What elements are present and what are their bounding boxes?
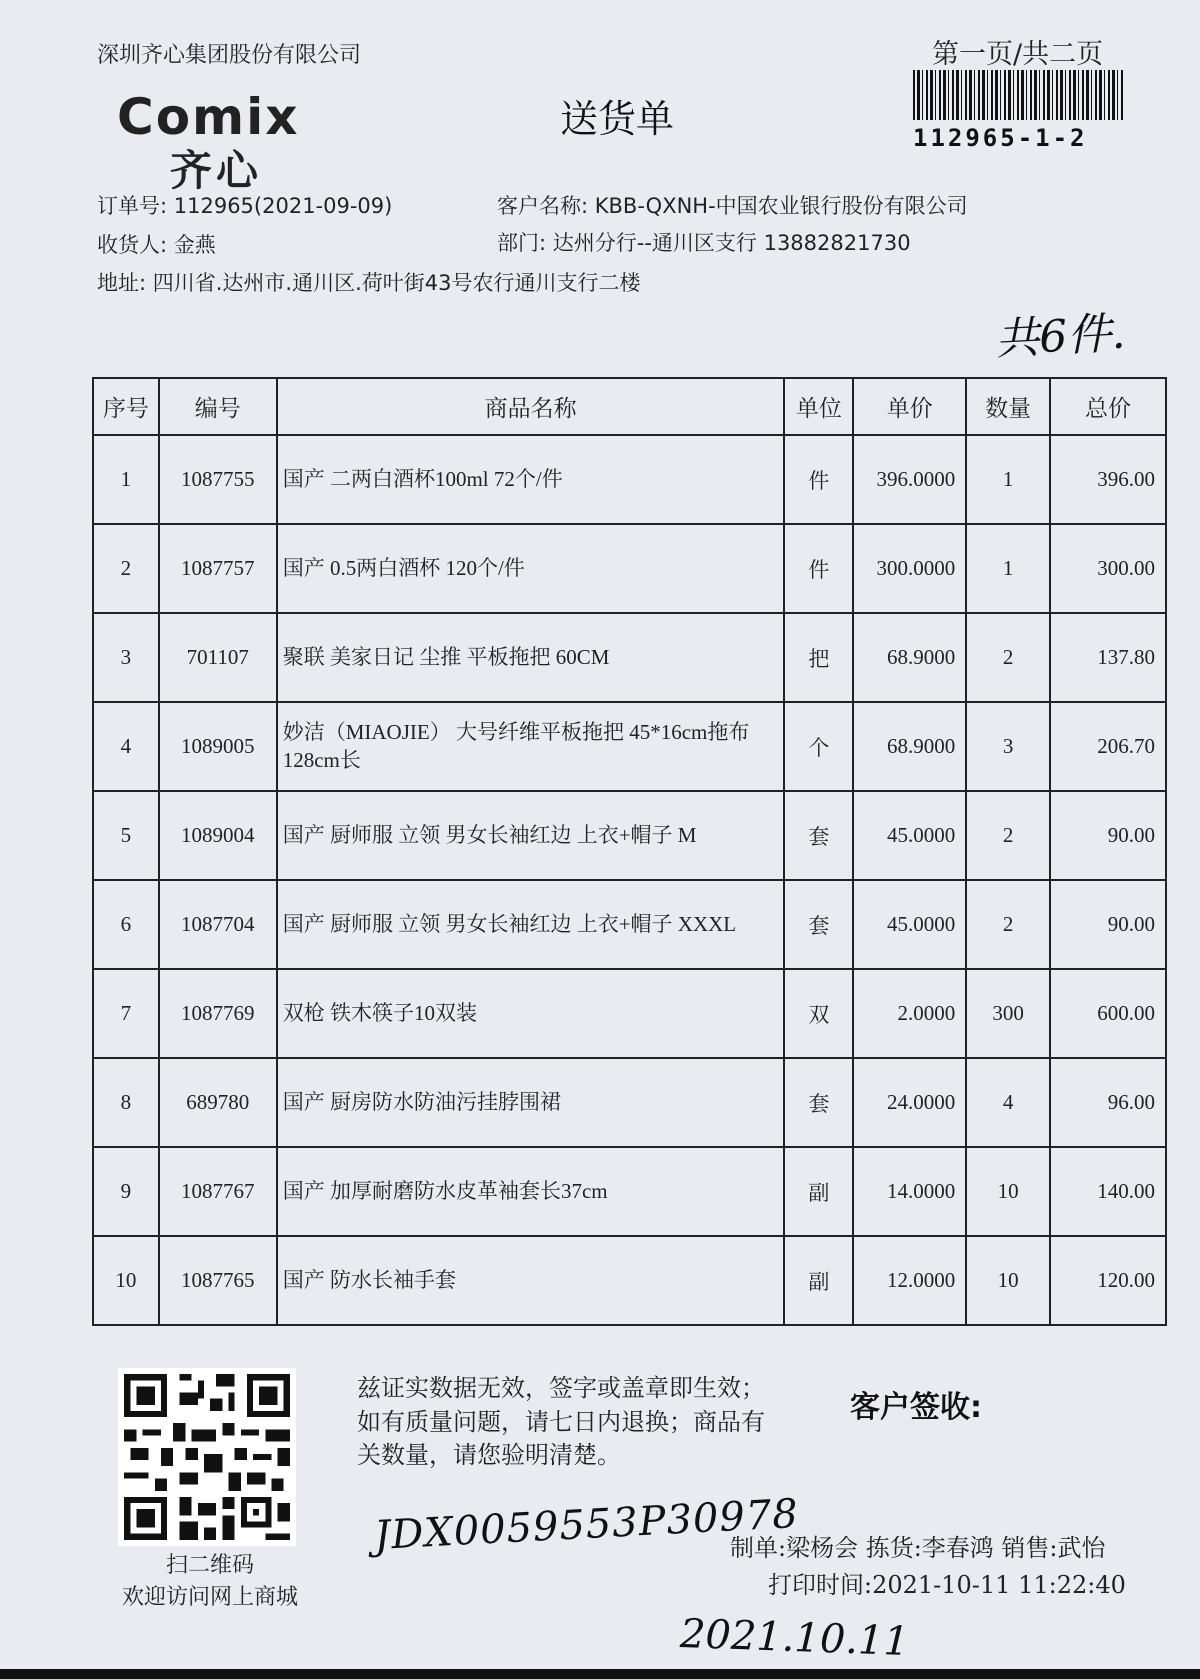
cell-price: 45.0000 bbox=[853, 880, 966, 969]
cell-product: 双枪 铁木筷子10双装 bbox=[277, 969, 785, 1058]
department: 部门: 达州分行--通川区支行 13882821730 bbox=[497, 231, 911, 255]
cell-qty: 10 bbox=[966, 1147, 1050, 1236]
qr-caption-line2: 欢迎访问网上商城 bbox=[121, 1584, 298, 1610]
staff-line: 制单:梁杨会 拣货:李春鸿 销售:武怡 bbox=[730, 1534, 1106, 1562]
column-header: 总价 bbox=[1050, 378, 1166, 435]
cell-price: 396.0000 bbox=[853, 435, 966, 524]
column-header: 序号 bbox=[93, 378, 159, 435]
cell-qty: 1 bbox=[966, 524, 1050, 613]
table-row bbox=[93, 435, 1166, 524]
cell-product: 国产 防水长袖手套 bbox=[277, 1236, 785, 1325]
cell-total: 600.00 bbox=[1050, 969, 1166, 1058]
cell-index: 7 bbox=[93, 969, 159, 1058]
cell-qty: 2 bbox=[966, 613, 1050, 702]
cell-total: 137.80 bbox=[1050, 613, 1166, 702]
cell-code: 1087757 bbox=[159, 524, 277, 613]
qr-code-icon bbox=[118, 1368, 296, 1546]
cell-product: 聚联 美家日记 尘推 平板拖把 60CM bbox=[277, 613, 785, 702]
cell-code: 1087755 bbox=[159, 435, 277, 524]
cell-unit: 双 bbox=[784, 969, 853, 1058]
page-info: 第一页/共二页 bbox=[932, 39, 1104, 70]
cell-price: 12.0000 bbox=[853, 1236, 966, 1325]
column-header: 单价 bbox=[853, 378, 966, 435]
table-row bbox=[93, 1058, 1166, 1147]
cell-product: 国产 厨师服 立领 男女长袖红边 上衣+帽子 XXXL bbox=[277, 880, 785, 969]
cell-index: 1 bbox=[93, 435, 159, 524]
customer-name: 客户名称: KBB-QXNH-中国农业银行股份有限公司 bbox=[497, 194, 968, 218]
handwritten-code: JDX0059553P30978 bbox=[373, 1490, 800, 1560]
cell-qty: 10 bbox=[966, 1236, 1050, 1325]
cell-price: 68.9000 bbox=[853, 702, 966, 791]
cell-index: 2 bbox=[93, 524, 159, 613]
cell-unit: 副 bbox=[784, 1236, 853, 1325]
order-number: 订单号: 112965(2021-09-09) bbox=[97, 194, 393, 218]
table-row bbox=[93, 1147, 1166, 1236]
cell-product: 国产 二两白酒杯100ml 72个/件 bbox=[277, 435, 785, 524]
table-row bbox=[93, 613, 1166, 702]
table-row bbox=[93, 702, 1166, 791]
cell-total: 300.00 bbox=[1050, 524, 1166, 613]
column-header: 数量 bbox=[966, 378, 1050, 435]
cell-code: 689780 bbox=[159, 1058, 277, 1147]
print-time: 打印时间:2021-10-11 11:22:40 bbox=[768, 1571, 1126, 1599]
cell-code: 1087704 bbox=[159, 880, 277, 969]
address: 地址: 四川省.达州市.通川区.荷叶街43号农行通川支行二楼 bbox=[97, 271, 641, 295]
cell-qty: 3 bbox=[966, 702, 1050, 791]
cell-index: 10 bbox=[93, 1236, 159, 1325]
comix-logo-icon: Comix bbox=[117, 88, 300, 146]
cell-price: 68.9000 bbox=[853, 613, 966, 702]
customer-sign-label: 客户签收: bbox=[850, 1390, 982, 1425]
cell-code: 1089004 bbox=[159, 791, 277, 880]
cell-total: 90.00 bbox=[1050, 880, 1166, 969]
cell-total: 120.00 bbox=[1050, 1236, 1166, 1325]
cell-price: 24.0000 bbox=[853, 1058, 966, 1147]
table-row bbox=[93, 969, 1166, 1058]
notice-text: 兹证实数据无效，签字或盖章即生效；如有质量问题，请七日内退换；商品有关数量，请您验明清楚。 bbox=[357, 1374, 765, 1470]
table-row bbox=[93, 524, 1166, 613]
column-header: 单位 bbox=[784, 378, 853, 435]
cell-qty: 1 bbox=[966, 435, 1050, 524]
cell-code: 1087765 bbox=[159, 1236, 277, 1325]
table-header-row bbox=[93, 378, 1166, 435]
cell-index: 5 bbox=[93, 791, 159, 880]
cell-total: 140.00 bbox=[1050, 1147, 1166, 1236]
handwritten-date: 2021.10.11 bbox=[679, 1611, 910, 1665]
cell-product: 妙洁（MIAOJIE） 大号纤维平板拖把 45*16cm拖布128cm长 bbox=[277, 702, 785, 791]
cell-price: 2.0000 bbox=[853, 969, 966, 1058]
cell-unit: 套 bbox=[784, 880, 853, 969]
cell-total: 206.70 bbox=[1050, 702, 1166, 791]
cell-price: 300.0000 bbox=[853, 524, 966, 613]
cell-qty: 2 bbox=[966, 880, 1050, 969]
column-header: 商品名称 bbox=[277, 378, 785, 435]
cell-qty: 300 bbox=[966, 969, 1050, 1058]
cell-unit: 套 bbox=[784, 791, 853, 880]
table-row bbox=[93, 1236, 1166, 1325]
cell-total: 96.00 bbox=[1050, 1058, 1166, 1147]
cell-product: 国产 厨师服 立领 男女长袖红边 上衣+帽子 M bbox=[277, 791, 785, 880]
cell-unit: 套 bbox=[784, 1058, 853, 1147]
table-row bbox=[93, 791, 1166, 880]
cell-total: 396.00 bbox=[1050, 435, 1166, 524]
cell-product: 国产 加厚耐磨防水皮革袖套长37cm bbox=[277, 1147, 785, 1236]
barcode-number: 112965-1-2 bbox=[913, 124, 1088, 152]
cell-index: 9 bbox=[93, 1147, 159, 1236]
document-title: 送货单 bbox=[560, 97, 675, 141]
cell-index: 8 bbox=[93, 1058, 159, 1147]
cell-unit: 件 bbox=[784, 524, 853, 613]
cell-unit: 件 bbox=[784, 435, 853, 524]
cell-qty: 4 bbox=[966, 1058, 1050, 1147]
cell-index: 4 bbox=[93, 702, 159, 791]
cell-code: 1089005 bbox=[159, 702, 277, 791]
column-header: 编号 bbox=[159, 378, 277, 435]
cell-price: 14.0000 bbox=[853, 1147, 966, 1236]
items-table bbox=[92, 377, 1167, 1326]
barcode-icon bbox=[913, 70, 1123, 120]
cell-code: 1087767 bbox=[159, 1147, 277, 1236]
cell-product: 国产 0.5两白酒杯 120个/件 bbox=[277, 524, 785, 613]
receiver: 收货人: 金燕 bbox=[97, 233, 216, 257]
cell-code: 1087769 bbox=[159, 969, 277, 1058]
cell-product: 国产 厨房防水防油污挂脖围裙 bbox=[277, 1058, 785, 1147]
cell-price: 45.0000 bbox=[853, 791, 966, 880]
cell-index: 6 bbox=[93, 880, 159, 969]
cell-unit: 把 bbox=[784, 613, 853, 702]
cell-total: 90.00 bbox=[1050, 791, 1166, 880]
company-name: 深圳齐心集团股份有限公司 bbox=[97, 43, 362, 68]
comix-logo-cn: 齐心 bbox=[170, 146, 263, 195]
cell-unit: 副 bbox=[784, 1147, 853, 1236]
table-row bbox=[93, 880, 1166, 969]
handwritten-count: 共6件. bbox=[993, 307, 1127, 366]
cell-unit: 个 bbox=[784, 702, 853, 791]
qr-caption bbox=[100, 1550, 320, 1614]
cell-qty: 2 bbox=[966, 791, 1050, 880]
cell-code: 701107 bbox=[159, 613, 277, 702]
qr-caption-line1: 扫二维码 bbox=[165, 1553, 254, 1578]
cell-index: 3 bbox=[93, 613, 159, 702]
